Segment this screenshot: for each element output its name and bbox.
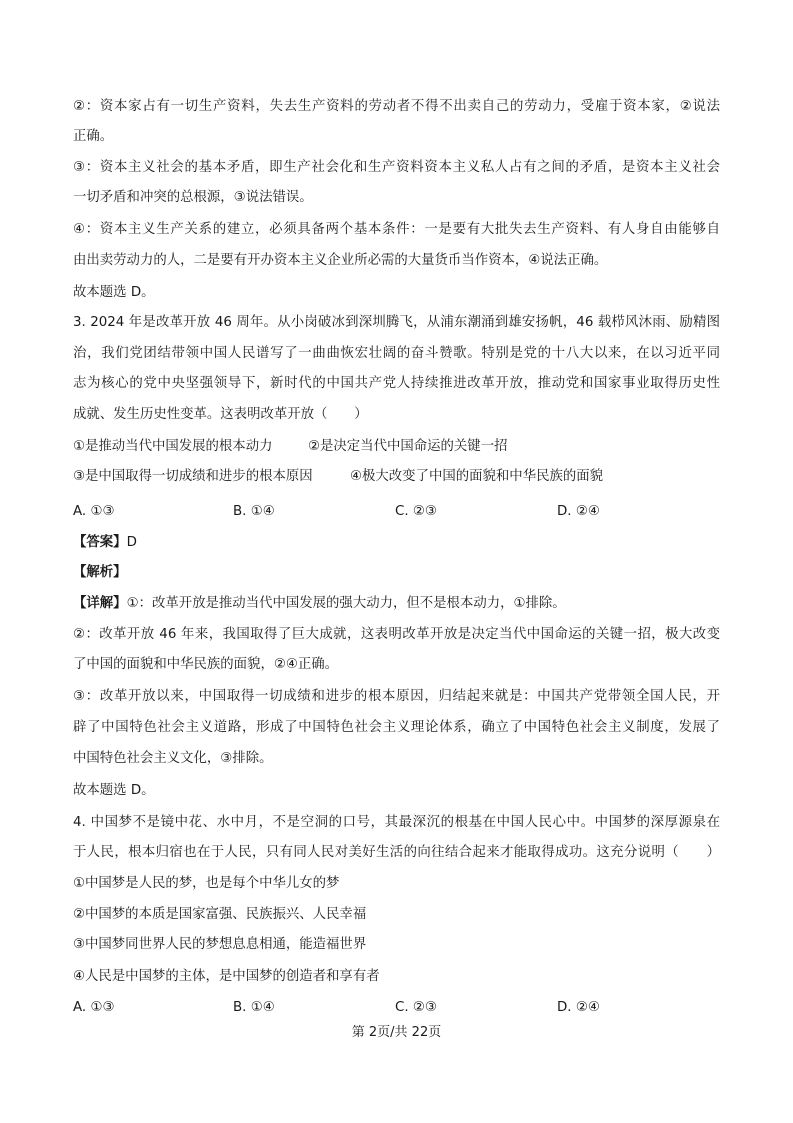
option-a: A. ①③ bbox=[73, 504, 115, 519]
detail-line: 了中国的面貌和中华民族的面貌，②④正确。 bbox=[73, 657, 339, 672]
question-3-stem: 志为核心的党中央坚强领导下，新时代的中国共产党人持续推进改革开放，推动党和国家事业取得历史性 bbox=[73, 376, 720, 391]
answer-label: 【答案】 bbox=[73, 535, 127, 550]
detail-text: ①：改革开放是推动当代中国发展的强大动力，但不是根本动力，①排除。 bbox=[126, 596, 566, 611]
page-footer: 第 2页/共 22页 bbox=[351, 1025, 442, 1040]
option-a: A. ①③ bbox=[73, 1000, 115, 1015]
answer-line bbox=[73, 533, 137, 553]
option-c: C. ②③ bbox=[395, 1000, 437, 1015]
answer-value: D bbox=[126, 535, 137, 550]
detail-line: ③：改革开放以来，中国取得一切成绩和进步的根本原因，归结起来就是：中国共产党带领全国人民，开 bbox=[73, 689, 720, 704]
statement: ③是中国取得一切成绩和进步的根本原因 bbox=[73, 469, 313, 484]
text-line: ②：资本家占有一切生产资料，失去生产资料的劳动者不得不出卖自己的劳动力，受雇于资本家，②说法 bbox=[73, 99, 720, 114]
statement: ①中国梦是人民的梦，也是每个中华儿女的梦 bbox=[73, 876, 340, 891]
text-line: 由出卖劳动力的人，二是要有开办资本主义企业所必需的大量货币当作资本，④说法正确。 bbox=[73, 253, 608, 268]
question-3-stem: 3. 2024 年是改革开放 46 周年。从小岗破冰到深圳腾飞，从浦东潮涌到雄安扬帆，46 载栉风沐雨、励精图 bbox=[73, 315, 720, 330]
option-b: B. ①④ bbox=[233, 1000, 275, 1015]
option-d: D. ②④ bbox=[557, 1000, 600, 1015]
detail-label: 【详解】 bbox=[73, 596, 127, 611]
question-4-stem: 4. 中国梦不是镜中花、水中月，不是空洞的口号，其最深沉的根基在中国人民心中。中国梦的深厚源泉在 bbox=[73, 815, 720, 830]
statement: ②是决定当代中国命运的关键一招 bbox=[308, 439, 508, 454]
detail-line: 辟了中国特色社会主义道路，形成了中国特色社会主义理论体系，确立了中国特色社会主义制度，发展了 bbox=[73, 720, 720, 735]
text-line: 正确。 bbox=[73, 129, 114, 144]
statement: ③中国梦同世界人民的梦想息息相通，能造福世界 bbox=[73, 937, 367, 952]
question-3-stem: 治，我们党团结带领中国人民谱写了一曲曲恢宏壮阔的奋斗赞歌。特别是党的十八大以来，在以习近平同 bbox=[73, 346, 720, 361]
statement: ④人民是中国梦的主体，是中国梦的创造者和享有者 bbox=[73, 969, 380, 984]
statement: ②中国梦的本质是国家富强、民族振兴、人民幸福 bbox=[73, 907, 367, 922]
analysis-label: 【解析】 bbox=[73, 565, 127, 580]
text-line: 故本题选 D。 bbox=[73, 285, 155, 300]
detail-line bbox=[73, 594, 566, 614]
statement: ①是推动当代中国发展的根本动力 bbox=[73, 439, 273, 454]
question-3-stem: 成就、发生历史性变革。这表明改革开放（ ） bbox=[73, 407, 368, 422]
detail-line: 故本题选 D。 bbox=[73, 783, 155, 798]
text-line: ④：资本主义生产关系的建立，必须具备两个基本条件：一是要有大批失去生产资料、有人身自由能够自 bbox=[73, 222, 720, 237]
text-line: ③：资本主义社会的基本矛盾，即生产社会化和生产资料资本主义私人占有之间的矛盾，是资本主义社会 bbox=[73, 160, 720, 175]
detail-line: ②：改革开放 46 年来，我国取得了巨大成就，这表明改革开放是决定当代中国命运的关键一招，极大改变 bbox=[73, 627, 720, 642]
option-d: D. ②④ bbox=[557, 504, 600, 519]
question-4-stem: 于人民，根本归宿也在于人民，只有同人民对美好生活的向往结合起来才能取得成功。这充分说明（ ） bbox=[73, 845, 720, 860]
detail-line: 中国特色社会主义文化，③排除。 bbox=[73, 751, 273, 766]
text-line: 一切矛盾和冲突的总根源，③说法错误。 bbox=[73, 190, 313, 205]
option-b: B. ①④ bbox=[233, 504, 275, 519]
statement: ④极大改变了中国的面貌和中华民族的面貌 bbox=[350, 469, 604, 484]
option-c: C. ②③ bbox=[395, 504, 437, 519]
